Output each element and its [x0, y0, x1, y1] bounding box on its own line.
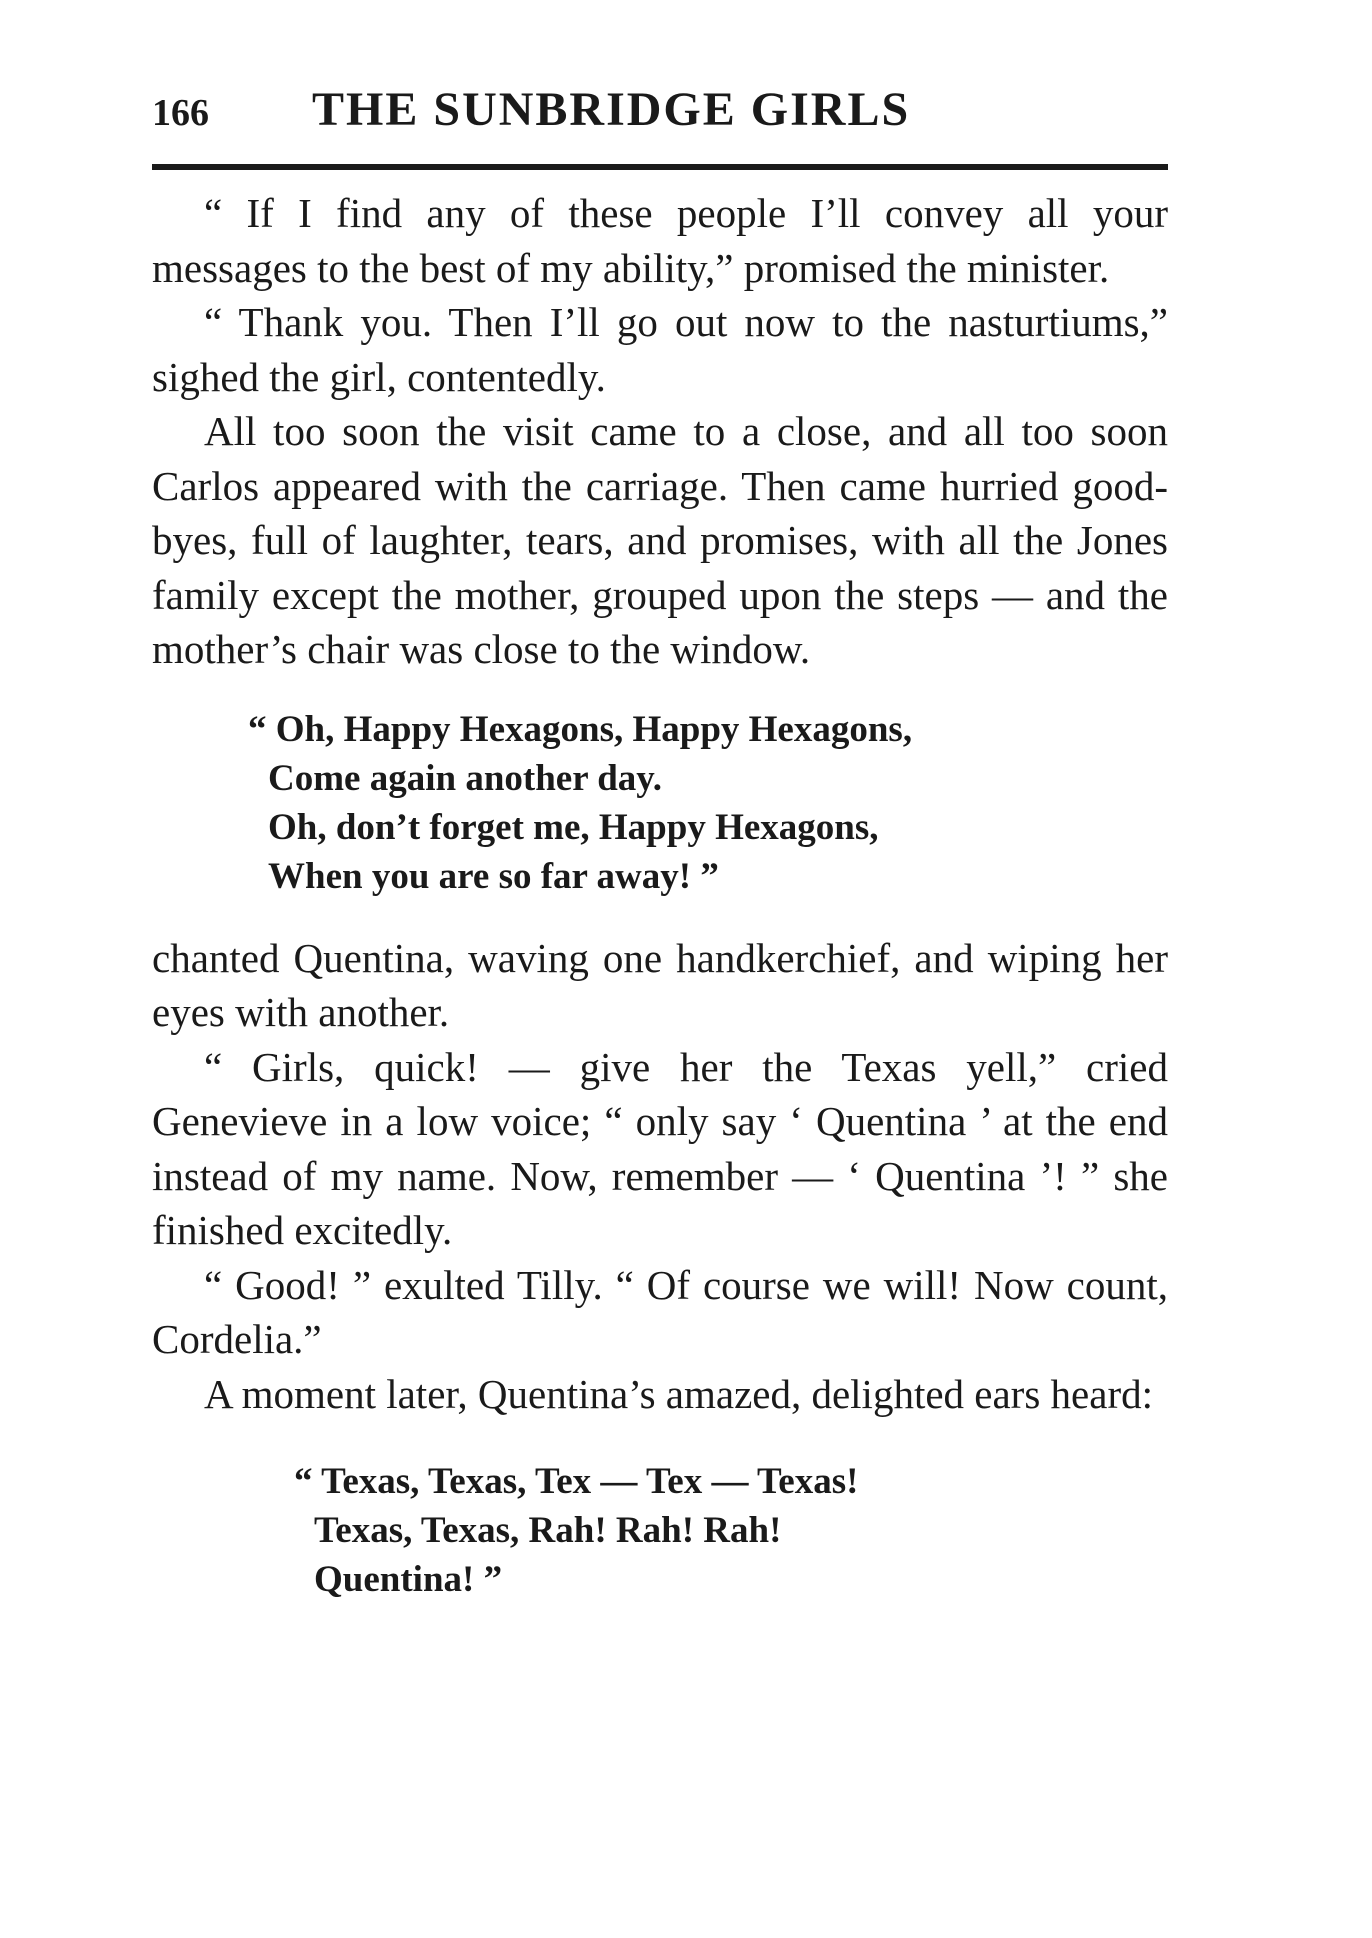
- page-number: 166: [152, 92, 209, 134]
- paragraph: “ Good! ” exulted Tilly. “ Of course we will! Now count, Cordelia.”: [152, 1261, 1168, 1362]
- verse-block: [152, 705, 1168, 901]
- verse-line: “ Texas, Texas, Tex — Tex — Texas!: [294, 1461, 859, 1502]
- verse-line: Texas, Texas, Rah! Rah! Rah!: [314, 1510, 782, 1551]
- verse-line: Quentina! ”: [314, 1559, 503, 1600]
- paragraph: “ Girls, quick! — give her the Texas yell,” cried Genevieve in a low voice; “ only say ‘ Quentina ’ at the end instead of my name. Now, remember — ‘ Quentina ’! ” she finished excitedly.: [152, 1043, 1168, 1253]
- verse-line: “ Oh, Happy Hexagons, Happy Hexagons,: [248, 708, 913, 750]
- running-header: [152, 78, 1168, 144]
- paragraph: “ If I find any of these people I’ll convey all your messages to the best of my ability,” promised the minister.: [152, 190, 1168, 291]
- paragraph: All too soon the visit came to a close, and all too soon Carlos appeared with the carriage. Then came hurried good-byes, full of laughter, tears, and promises, with all the Jones family except the mother, grouped upon the steps — and the mother’s chair was close to the window.: [152, 408, 1168, 672]
- paragraph: chanted Quentina, waving one handkerchief, and wiping her eyes with another.: [152, 934, 1168, 1035]
- book-page: [152, 78, 1168, 1604]
- paragraph: “ Thank you. Then I’ll go out now to the nasturtiums,” sighed the girl, contentedly.: [152, 299, 1168, 400]
- running-title: THE SUNBRIDGE GIRLS: [312, 83, 911, 136]
- verse-line: When you are so far away! ”: [268, 855, 719, 897]
- verse-line: Oh, don’t forget me, Happy Hexagons,: [268, 806, 879, 848]
- verse-line: Come again another day.: [268, 757, 663, 799]
- paragraph: A moment later, Quentina’s amazed, delighted ears heard:: [204, 1370, 1153, 1417]
- body-text: [152, 186, 1168, 1604]
- verse-block: [152, 1457, 1168, 1604]
- header-rule: [152, 164, 1168, 170]
